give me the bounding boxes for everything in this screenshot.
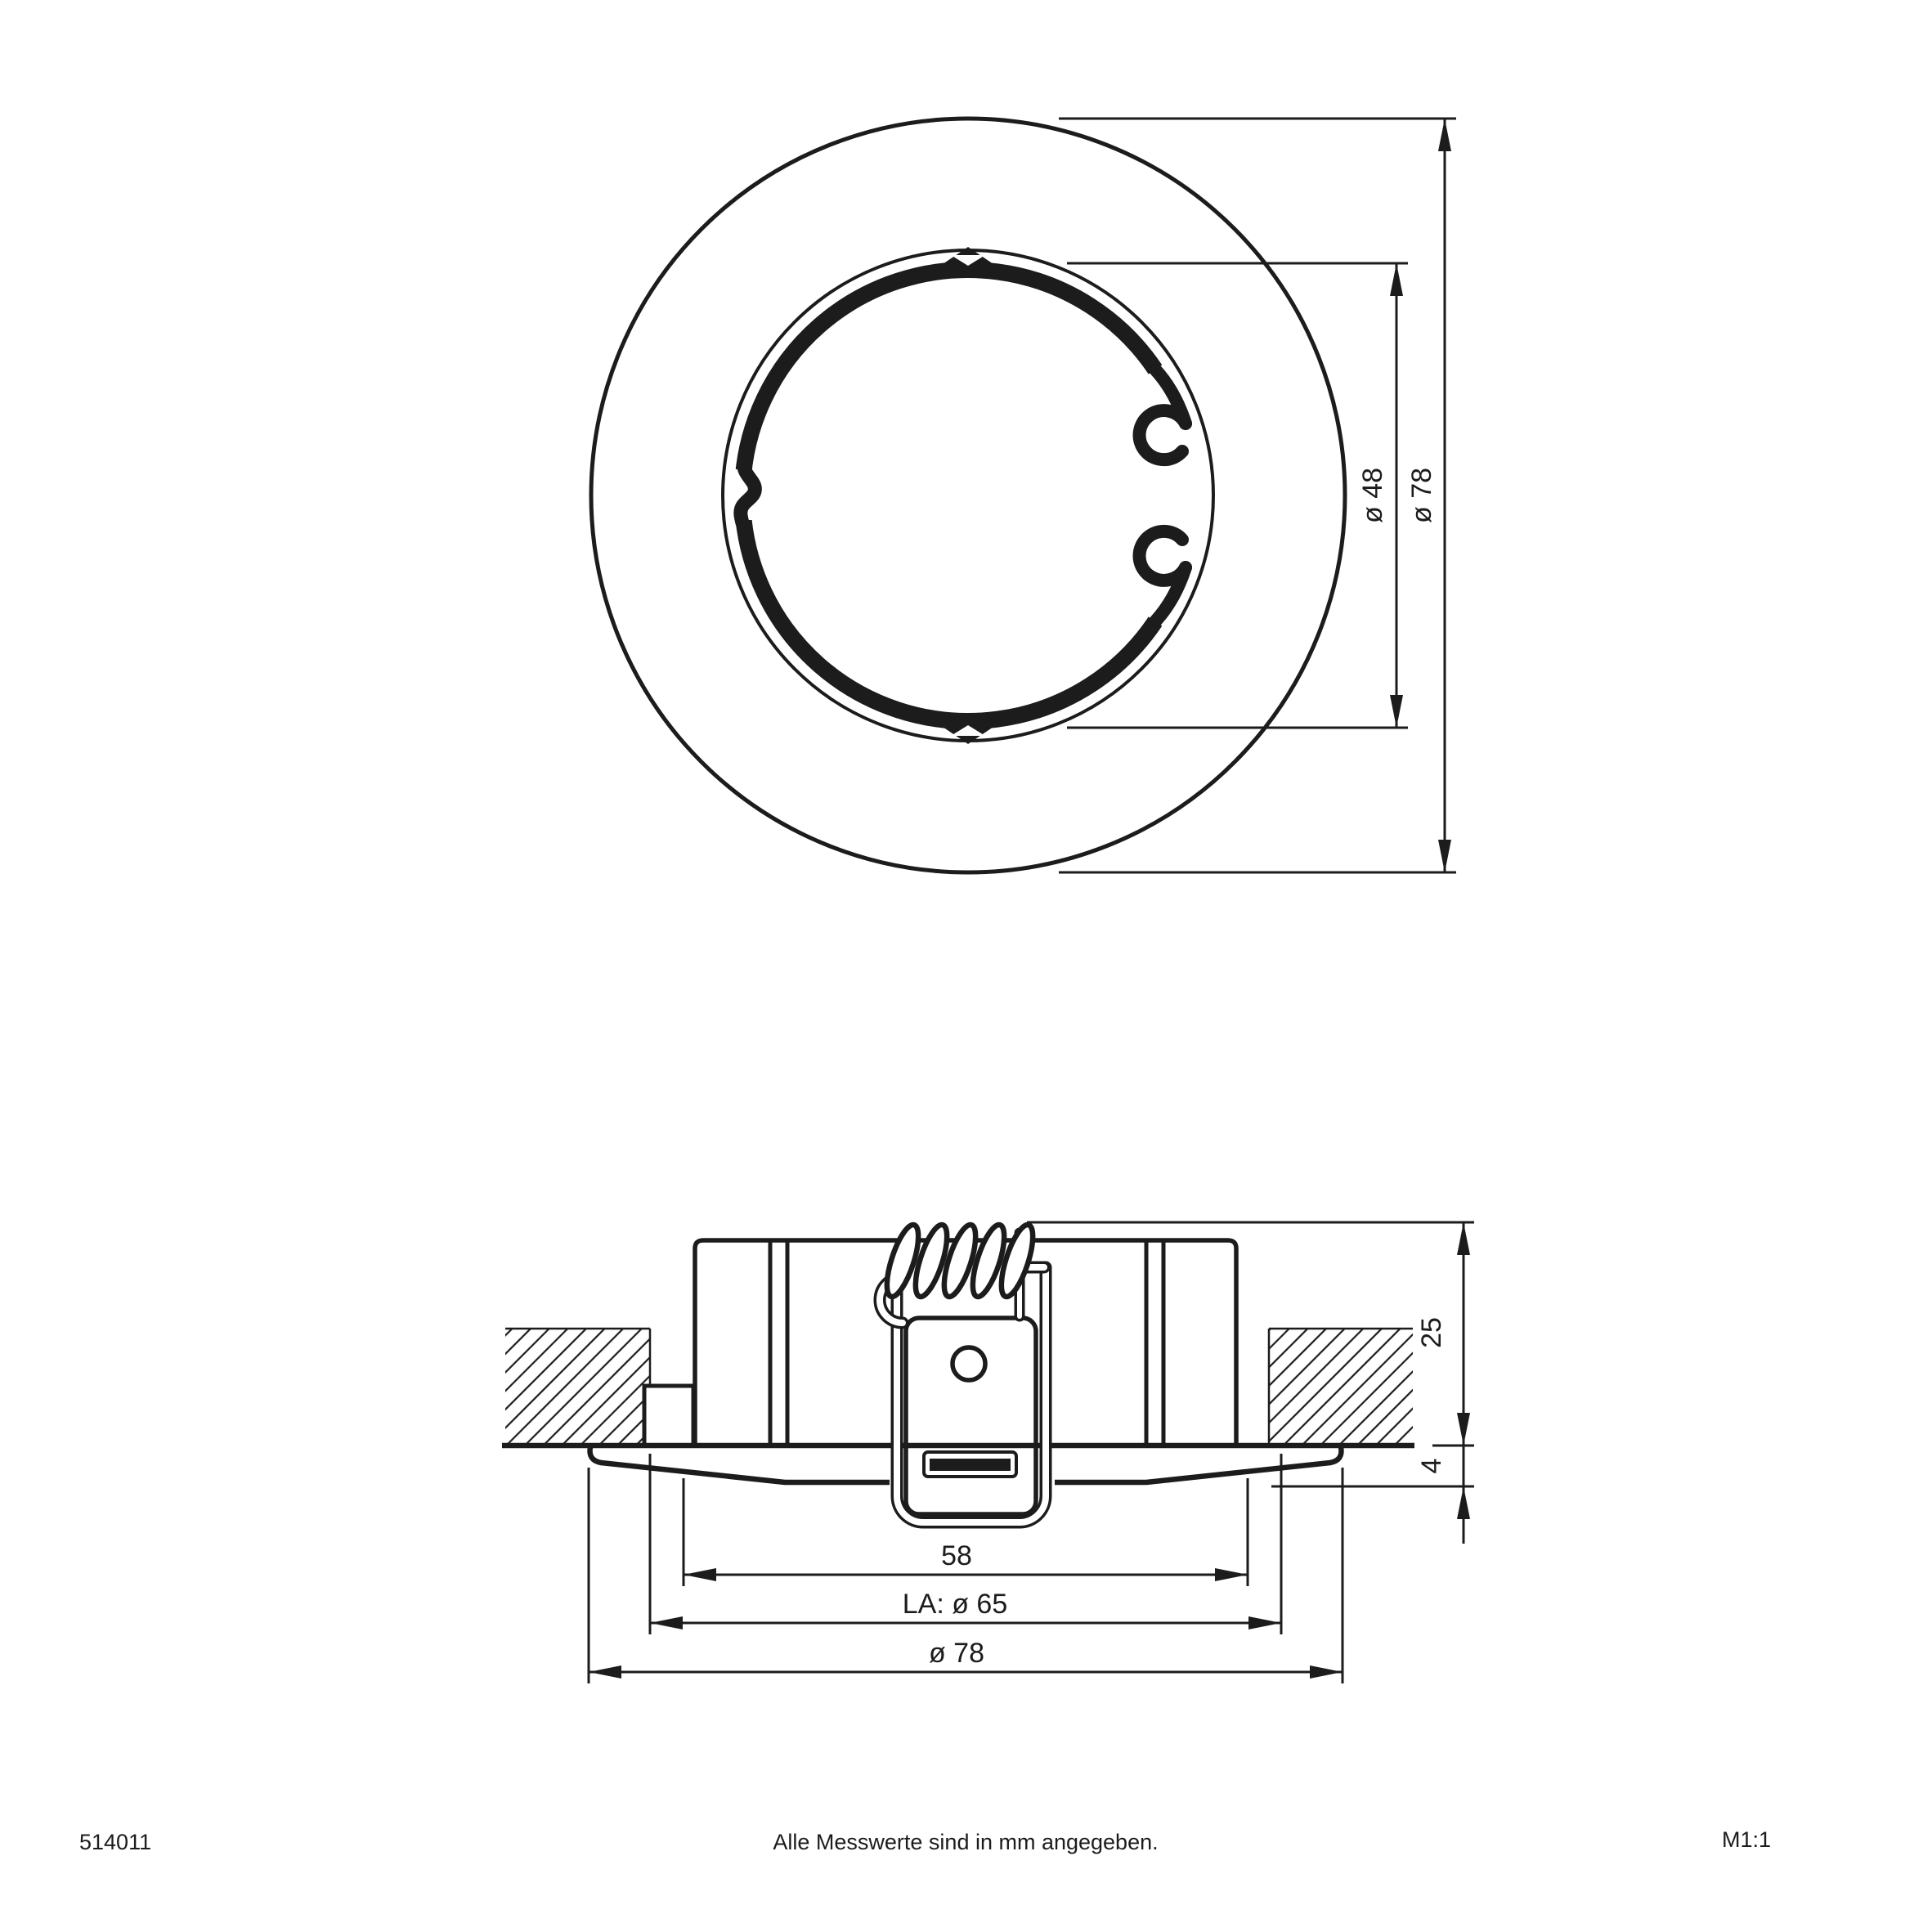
bezel-outer-circle — [591, 119, 1345, 872]
clip-hole — [953, 1347, 985, 1380]
ceiling-hatch-left — [505, 1329, 650, 1446]
dim-label-ring-diameter: ø 48 — [1357, 467, 1388, 524]
dim-label-housing-diameter: 58 — [941, 1540, 972, 1571]
footer-note: Alle Messwerte sind in mm angegeben. — [773, 1830, 1159, 1854]
article-number: 514011 — [79, 1830, 152, 1854]
ceiling-hatch-right — [1269, 1329, 1413, 1446]
spring-hook-lower-curl — [1140, 531, 1186, 580]
spring-hook-upper-curl — [1140, 410, 1186, 459]
dim-label-recess-depth: 25 — [1416, 1317, 1447, 1348]
title-block — [79, 1827, 1771, 1854]
dim-label-bezel-height: 4 — [1416, 1458, 1447, 1474]
scale-label: M1:1 — [1721, 1827, 1771, 1852]
flange-left — [590, 1447, 890, 1482]
dim-label-bezel-diameter-top: ø 78 — [1406, 467, 1437, 524]
dim-label-cutout-diameter: LA: ø 65 — [902, 1589, 1008, 1620]
terminal-box — [644, 1386, 693, 1446]
top-view — [591, 119, 1456, 872]
spring-ring — [742, 270, 1155, 721]
aperture-circle — [723, 250, 1213, 741]
side-view — [502, 1222, 1474, 1683]
clip-slot-bar — [930, 1459, 1011, 1471]
coil-spring — [881, 1222, 1039, 1300]
dim-label-bezel-diameter-side: ø 78 — [928, 1638, 985, 1669]
flange-right — [1055, 1447, 1341, 1482]
